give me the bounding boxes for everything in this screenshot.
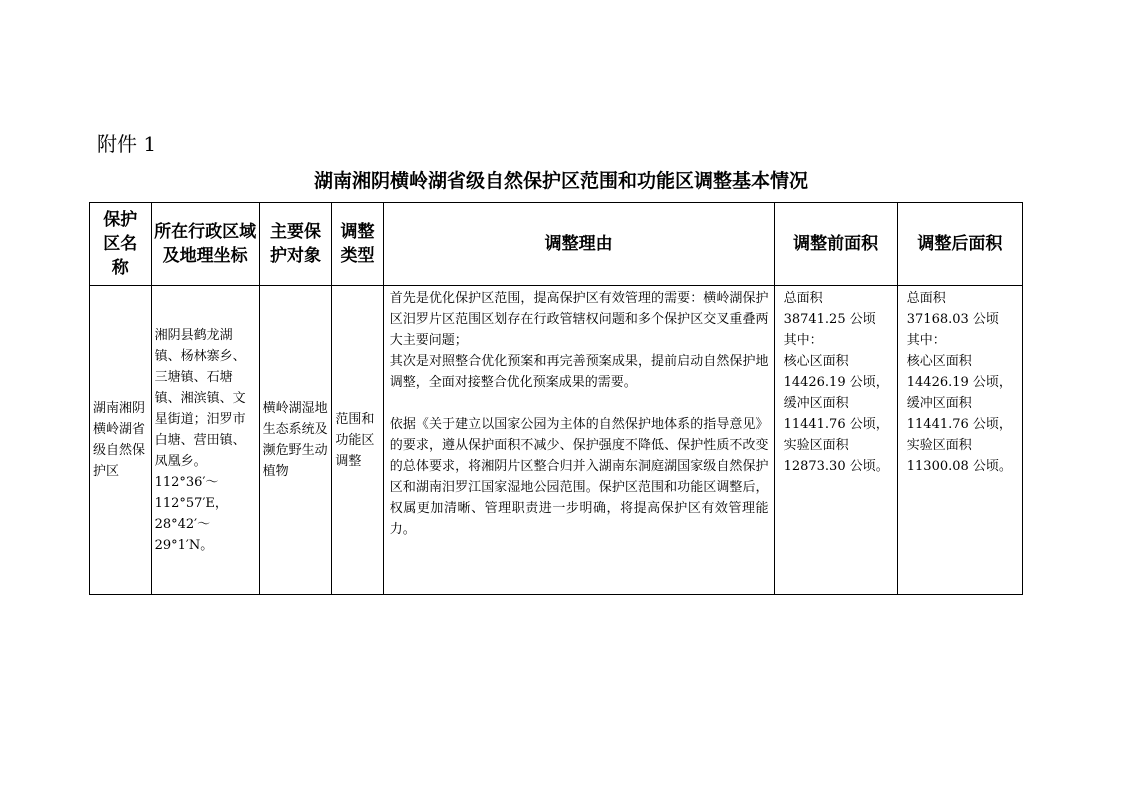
after-buffer-label: 缓冲区面积 [906,396,972,411]
header-before-area: 调整前面积 [774,203,897,286]
table-row [90,286,1023,595]
header-reason: 调整理由 [383,203,774,286]
before-core-value: 14426.19 公顷， [783,375,889,390]
after-experimental-label: 实验区面积 [906,438,972,453]
coordinate-lat-start: 28°42′～ [154,516,211,532]
cell-after-area [897,286,1022,595]
cell-location [151,286,259,595]
after-among: 其中： [906,333,946,348]
header-targets: 主要保护对象 [259,203,332,286]
location-text: 湘阴县鹤龙湖镇、杨林寨乡、三塘镇、石塘镇、湘滨镇、文星街道；汨罗市白塘、营田镇、凤凰乡。 [154,327,246,469]
after-buffer-value: 11441.76 公顷， [906,417,1012,432]
after-core-label: 核心区面积 [906,354,972,369]
before-experimental-label: 实验区面积 [783,438,849,453]
before-experimental-value: 12873.30 公顷。 [783,459,889,474]
after-core-value: 14426.19 公顷， [906,375,1012,390]
cell-before-area [774,286,897,595]
before-total-label: 总面积 [783,291,823,306]
header-type: 调整类型 [332,203,383,286]
reason-paragraph-1: 首先是优化保护区范围，提高保护区有效管理的需要：横岭湖保护区汨罗片区范围区划存在行政管辖权问题和多个保护区交叉重叠两大主要问题； [389,291,769,348]
document-title: 湖南湘阴横岭湖省级自然保护区范围和功能区调整基本情况 [313,170,808,192]
header-location: 所在行政区域及地理坐标 [151,203,259,286]
before-buffer-value: 11441.76 公顷， [783,417,889,432]
coordinate-lat-end: 29°1′N。 [154,537,214,553]
cell-protection-targets: 横岭湖湿地生态系统及濒危野生动植物 [259,286,332,595]
table-header-row [90,203,1023,286]
before-among: 其中： [783,333,823,348]
header-name: 保护区名称 [90,203,152,286]
before-total-value: 38741.25 公顷 [783,312,876,327]
after-total-label: 总面积 [906,291,946,306]
cell-adjustment-type: 范围和功能区调整 [332,286,383,595]
cell-reserve-name: 湖南湘阴横岭湖省级自然保护区 [90,286,152,595]
coordinate-lon-start: 112°36′～ [154,474,219,490]
attachment-label: 附件 1 [97,132,157,156]
before-buffer-label: 缓冲区面积 [783,396,849,411]
adjustment-table [89,202,1023,595]
coordinate-lon-end: 112°57′E， [154,495,228,511]
header-after-area: 调整后面积 [897,203,1022,286]
before-core-label: 核心区面积 [783,354,849,369]
reason-paragraph-3: 依据《关于建立以国家公园为主体的自然保护地体系的指导意见》的要求，遵从保护面积不减少、保护强度不降低、保护性质不改变的总体要求，将湘阴片区整合归并入湖南东洞庭湖国家级自然保护区和湖南汨罗江国家湿地公园范围。保护区范围和功能区调整后，权属更加清晰、管理职责进一步明确，将提高保护区有效管理能力。 [389,417,769,537]
reason-paragraph-2: 其次是对照整合优化预案和再完善预案成果，提前启动自然保护地调整，全面对接整合优化预案成果的需要。 [389,354,769,390]
cell-reason [383,286,774,595]
after-experimental-value: 11300.08 公顷。 [906,459,1012,474]
after-total-value: 37168.03 公顷 [906,312,999,327]
